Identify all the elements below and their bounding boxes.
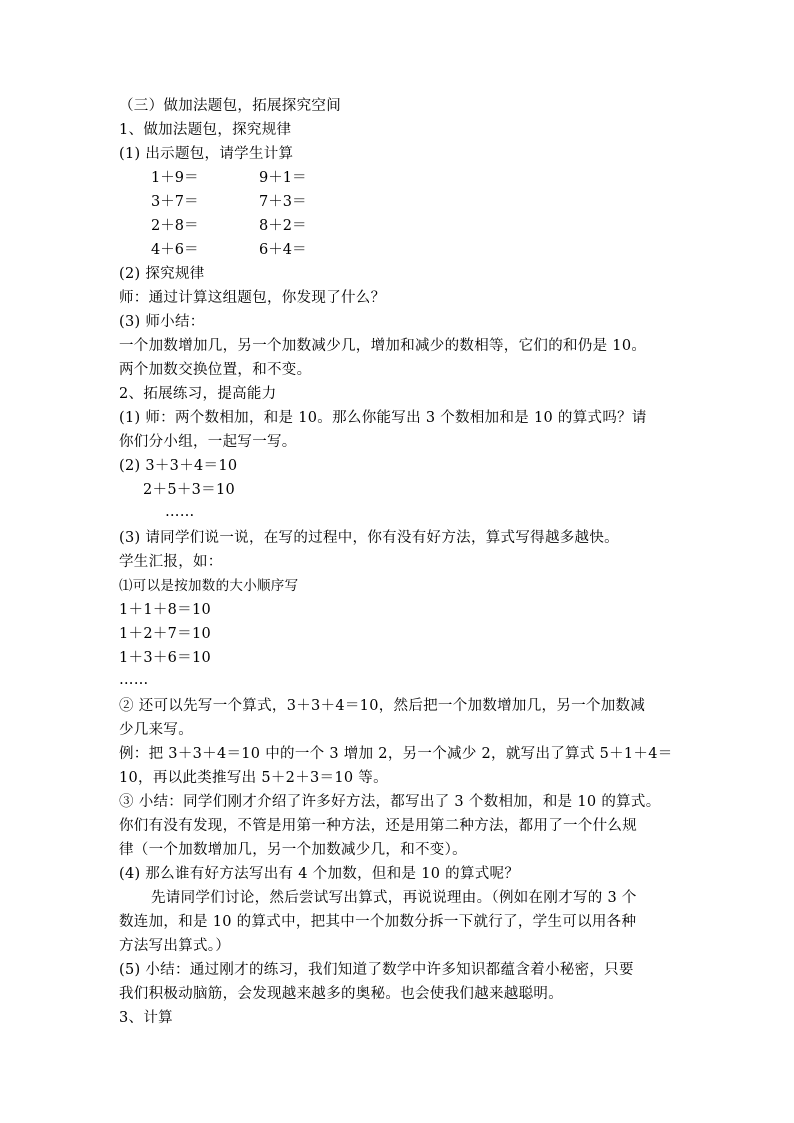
ellipsis: ……: [165, 504, 195, 520]
summary-line: 两个加数交换位置，和不变。: [119, 362, 312, 378]
paragraph-2: (2) 3＋3＋4＝10: [119, 458, 238, 474]
method-3: ③ 小结：同学们刚才介绍了许多好方法，都写出了 3 个数相加，和是 10 的算式。: [119, 794, 661, 810]
equation-right: 7＋3＝: [259, 194, 307, 210]
equation-left: 1＋9＝: [151, 170, 199, 186]
method-3-cont: 你们有没有发现，不管是用第一种方法，还是用第二种方法，都用了一个什么规: [119, 818, 637, 834]
heading-1: 1、做加法题包，探究规律: [119, 122, 292, 138]
equation-right: 9＋1＝: [259, 170, 307, 186]
section-title: （三）做加法题包，拓展探究空间: [119, 98, 341, 114]
paragraph-1-cont: 你们分小组，一起写一写。: [119, 434, 297, 450]
example-cont: 10，再以此类推写出 5＋2＋3＝10 等。: [119, 770, 388, 786]
method-3-cont: 律（一个加数增加几，另一个加数减少几，和不变）。: [119, 842, 467, 858]
paragraph-4: (4) 那么谁有好方法写出有 4 个加数，但和是 10 的算式呢？: [119, 866, 520, 882]
step-3: (3) 师小结：: [119, 314, 205, 330]
paragraph-2-eq: 2＋5＋3＝10: [143, 482, 236, 498]
paragraph-1: (1) 师：两个数相加，和是 10。那么你能写出 3 个数相加和是 10 的算式吗？请: [119, 410, 647, 426]
paragraph-4-cont: 先请同学们讨论，然后尝试写出算式，再说说理由。（例如在刚才写的 3 个: [151, 890, 637, 906]
step-2: (2) 探究规律: [119, 266, 205, 282]
paragraph-3-cont: 学生汇报，如：: [119, 554, 223, 570]
paragraph-5: (5) 小结：通过刚才的练习，我们知道了数学中许多知识都蕴含着小秘密，只要: [119, 962, 634, 978]
method-1-eq: 1＋3＋6＝10: [119, 650, 212, 666]
paragraph-5-cont: 我们积极动脑筋，会发现越来越多的奥秘。也会使我们越来越聪明。: [119, 986, 563, 1002]
equation-left: 4＋6＝: [151, 242, 199, 258]
equation-right: 6＋4＝: [259, 242, 307, 258]
method-2-cont: 少几来写。: [119, 722, 193, 738]
paragraph-3: (3) 请同学们说一说，在写的过程中，你有没有好方法，算式写得越多越快。: [119, 530, 619, 546]
teacher-question: 师：通过计算这组题包，你发现了什么？: [119, 290, 386, 306]
equation-left: 2＋8＝: [151, 218, 199, 234]
summary-line: 一个加数增加几，另一个加数减少几，增加和减少的数相等，它们的和仍是 10。: [119, 338, 647, 354]
ellipsis: ……: [119, 672, 149, 688]
heading-3: 3、计算: [119, 1010, 173, 1026]
heading-2: 2、拓展练习，提高能力: [119, 386, 277, 402]
equation-right: 8＋2＝: [259, 218, 307, 234]
method-1-eq: 1＋2＋7＝10: [119, 626, 212, 642]
method-1-eq: 1＋1＋8＝10: [119, 602, 212, 618]
step-1: (1) 出示题包，请学生计算: [119, 146, 294, 162]
example: 例：把 3＋3＋4＝10 中的一个 3 增加 2，另一个减少 2，就写出了算式 5＋1＋4＝: [119, 746, 673, 762]
paragraph-4-cont: 方法写出算式。）: [119, 938, 231, 954]
paragraph-4-cont: 数连加，和是 10 的算式中，把其中一个加数分拆一下就行了，学生可以用各种: [119, 914, 637, 930]
method-2: ② 还可以先写一个算式，3＋3＋4＝10，然后把一个加数增加几，另一个加数减: [119, 698, 646, 714]
method-1: ⑴可以是按加数的大小顺序写: [119, 578, 299, 594]
equation-left: 3＋7＝: [151, 194, 199, 210]
